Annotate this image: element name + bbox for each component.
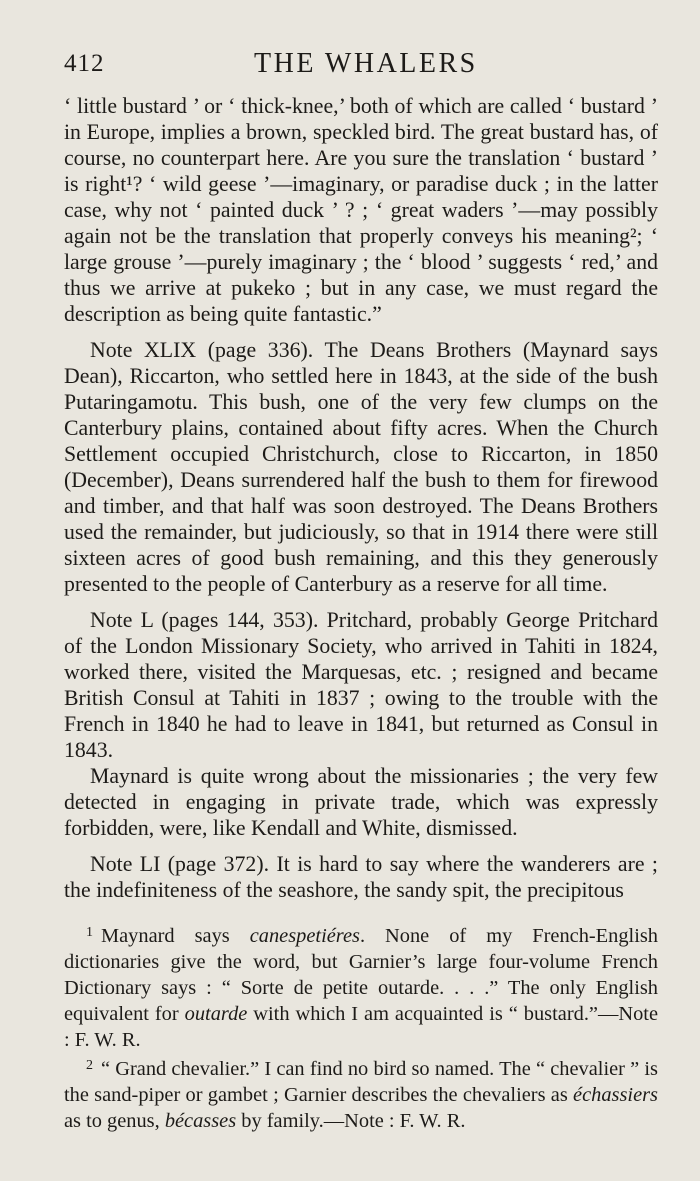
footnote-2: $^2$ “ Grand chevalier.” I can find no bird so named. The “ chevalier ” is the sand-piper or gambet ; Garnier describes the chevaliers as échassiers as to genus, bécasses by family.—Note : F. W. R. <box>64 1058 658 1132</box>
page-number: 412 <box>64 50 105 77</box>
footnotes <box>64 920 658 1134</box>
paragraph-continuation: ‘ little bustard ’ or ‘ thick-knee,’ both of which are called ‘ bustard ’ in Europe, implies a brown, speckled bird. The great bustard has, of course, no counterpart here. Are you sure the translation ‘ bustard ’ is right¹? ‘ wild geese ’—imaginary, or paradise duck ; in the latter case, why not ‘ painted duck ’ ? ; ‘ great waders ’—may possibly again not be the translation that properly conveys his meaning²; ‘ large grouse ’—purely imaginary ; the ‘ blood ’ suggests ‘ red,’ and thus we arrive at pukeko ; but in any case, we must regard the description as being quite fantastic.” <box>64 94 658 326</box>
footnote-mark: 1 <box>86 925 93 940</box>
paragraph-note-li: Note LI (page 372). It is hard to say where the wanderers are ; the indefiniteness of the seashore, the sandy spit, the precipitous <box>64 852 658 902</box>
footnote-1: $^1$ Maynard says canespetiéres. None of my French-English dictionaries give the word, but Garnier’s large four-volume French Dictionary says : “ Sorte de petite outarde. . . .” The only English equivalent for outarde with which I am acquainted is “ bustard.”—Note : F. W. R. <box>64 925 658 1051</box>
main-text <box>64 93 658 903</box>
running-title: THE WHALERS <box>254 48 478 79</box>
page-header <box>64 46 660 86</box>
paragraph-note-xlix: Note XLIX (page 336). The Deans Brothers (Maynard says Dean), Riccarton, who settled here in 1843, at the side of the bush Putaringamotu. This bush, one of the very few clumps on the Canterbury plains, contained about fifty acres. When the Church Settlement occupied Christchurch, close to Riccarton, in 1850 (December), Deans surrendered half the bush to them for firewood and timber, and that half was soon destroyed. The Deans Brothers used the remainder, but judiciously, so that in 1914 there were still sixteen acres of good bush remaining, and this they generously presented to the people of Canterbury as a reserve for all time. <box>64 338 658 596</box>
paragraph-maynard: Maynard is quite wrong about the missionaries ; the very few detected in engaging in private trade, which was expressly forbidden, were, like Kendall and White, dismissed. <box>64 764 658 840</box>
footnote-mark: 2 <box>86 1058 93 1073</box>
paragraph-note-l: Note L (pages 144, 353). Pritchard, probably George Pritchard of the London Missionary Society, who arrived in Tahiti in 1824, worked there, visited the Marquesas, etc. ; resigned and became British Consul at Tahiti in 1837 ; owing to the trouble with the French in 1840 he had to leave in 1841, but returned as Consul in 1843. <box>64 608 658 762</box>
